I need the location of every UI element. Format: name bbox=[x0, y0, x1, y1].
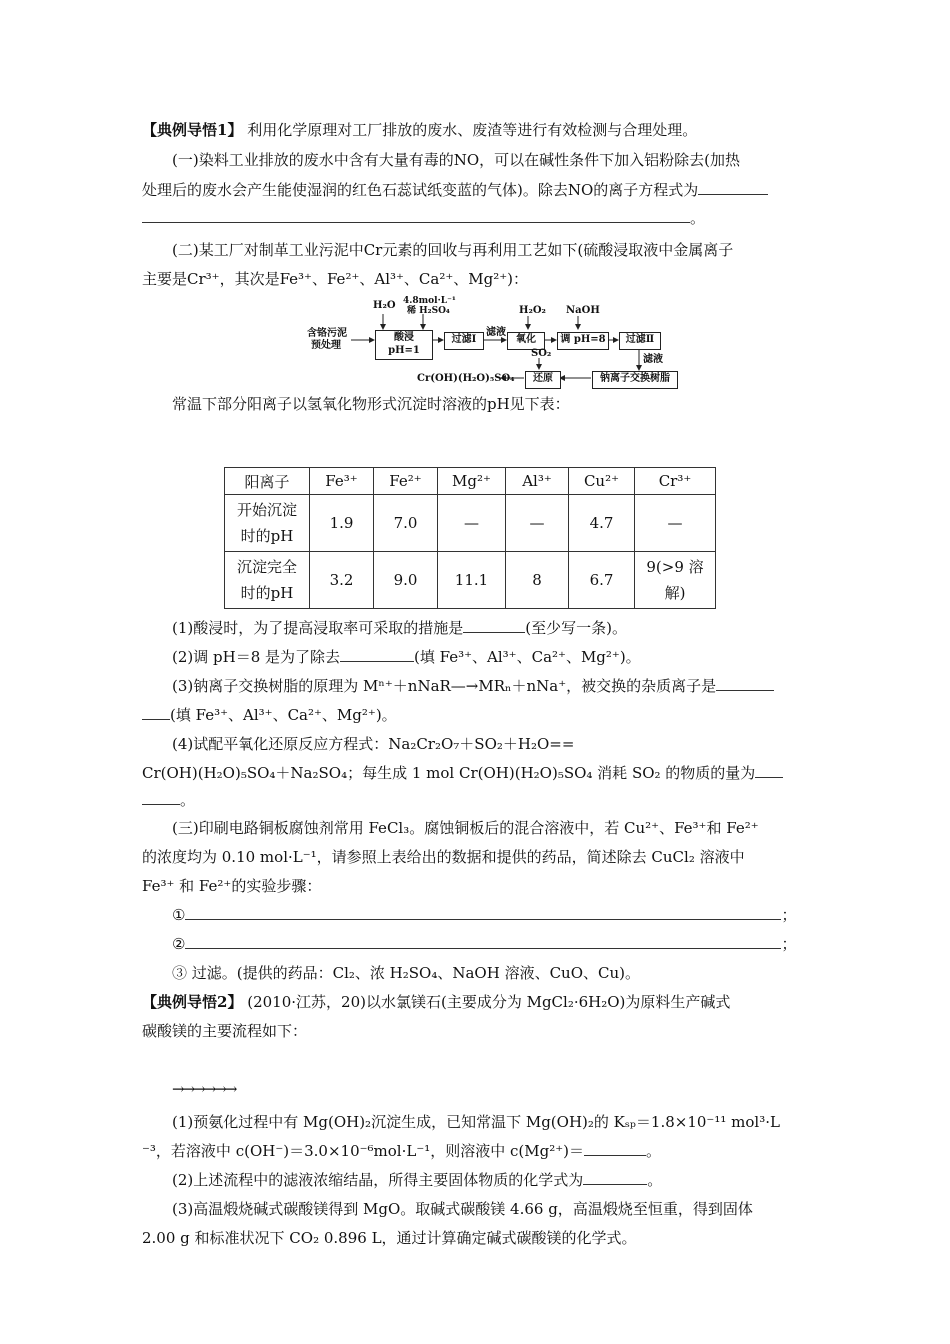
table-header-row bbox=[225, 468, 716, 495]
part2-line1: (二)某工厂对制革工业污泥中Cr元素的回收与再利用工艺如下(硫酸浸取液中金属离子 bbox=[172, 241, 734, 259]
question-text: ⁻³，若溶液中 c(OH⁻)＝3.0×10⁻⁶mol·L⁻¹，则溶液中 c(Mg²⁺)＝ bbox=[142, 1142, 585, 1160]
table-cell: — bbox=[506, 495, 569, 552]
step-2 bbox=[172, 934, 796, 954]
question-3 bbox=[172, 676, 774, 696]
step-marker: ① bbox=[172, 906, 186, 924]
table-row bbox=[225, 552, 716, 609]
table-cell: 7.0 bbox=[374, 495, 438, 552]
filtrate1-label: 滤液 bbox=[486, 327, 506, 338]
table-cell: 6.7 bbox=[569, 552, 635, 609]
table-cell bbox=[635, 552, 716, 609]
question-text: 。 bbox=[646, 1142, 662, 1160]
oxidize-box: 氧化 bbox=[507, 332, 545, 350]
flow-arrows-text: →→→→→→ bbox=[172, 1080, 236, 1098]
answer-blank[interactable] bbox=[185, 934, 781, 949]
ex2-question-1-cont bbox=[142, 1141, 661, 1161]
question-text: (3)钠离子交换树脂的原理为 Mⁿ⁺＋nNaR—→MRₙ＋nNa⁺，被交换的杂质离子是 bbox=[172, 677, 717, 695]
cell-line: 9(>9 溶 bbox=[646, 558, 704, 576]
answer-blank[interactable] bbox=[340, 647, 414, 662]
so2-label: SO₂ bbox=[531, 348, 552, 359]
answer-blank[interactable] bbox=[583, 1170, 647, 1185]
header-cell: 阳离子 bbox=[225, 468, 310, 495]
header-cell: Mg²⁺ bbox=[438, 468, 506, 495]
step-marker: ② bbox=[172, 935, 186, 953]
example1-title: 利用化学原理对工厂排放的废水、废渣等进行有效检测与合理处理。 bbox=[247, 121, 698, 139]
question-text: (填 Fe³⁺、Al³⁺、Ca²⁺、Mg²⁺)。 bbox=[414, 648, 641, 666]
question-4-cont bbox=[142, 763, 783, 783]
process-flow-diagram bbox=[305, 296, 685, 391]
example2-tag: 【典例导悟2】 bbox=[142, 993, 243, 1011]
product-label: Cr(OH)(H₂O)₅SO₄ bbox=[417, 373, 515, 384]
step-end: ； bbox=[781, 935, 797, 953]
acid-label-1: 4.8mol·L⁻¹ bbox=[403, 296, 456, 306]
table-cell: 3.2 bbox=[310, 552, 374, 609]
part1-line3 bbox=[142, 208, 705, 228]
table-cell: — bbox=[635, 495, 716, 552]
step-3: ③ 过滤。(提供的药品：Cl₂、浓 H₂SO₄、NaOH 溶液、CuO、Cu)。 bbox=[172, 964, 640, 982]
resin-box: 钠离子交换树脂 bbox=[592, 371, 678, 389]
table-cell: 1.9 bbox=[310, 495, 374, 552]
answer-blank[interactable] bbox=[142, 790, 180, 805]
answer-blank[interactable] bbox=[185, 905, 781, 920]
question-text: (2)上述流程中的滤液浓缩结晶，所得主要固体物质的化学式为 bbox=[172, 1171, 584, 1189]
header-cell: Fe²⁺ bbox=[374, 468, 438, 495]
question-text: (填 Fe³⁺、Al³⁺、Ca²⁺、Mg²⁺)。 bbox=[170, 706, 397, 724]
example2-line2: 碳酸镁的主要流程如下： bbox=[142, 1022, 308, 1040]
h2o2-label: H₂O₂ bbox=[519, 305, 546, 316]
h2o-label: H₂O bbox=[373, 300, 396, 311]
cell-line: 解) bbox=[664, 584, 686, 602]
leach-label-1: 酸浸 bbox=[394, 332, 414, 343]
example1-tag: 【典例导悟1】 bbox=[142, 121, 243, 139]
example2-text: (2010·江苏，20)以水氯镁石(主要成分为 MgCl₂·6H₂O)为原料生产碱式 bbox=[247, 993, 731, 1011]
answer-blank[interactable] bbox=[142, 705, 170, 720]
leach-label-2: pH=1 bbox=[388, 345, 420, 356]
ex2-question-3-cont: 2.00 g 和标准状况下 CO₂ 0.896 L，通过计算确定碱式碳酸镁的化学式。 bbox=[142, 1229, 637, 1247]
part1-line2 bbox=[142, 180, 768, 200]
answer-blank[interactable] bbox=[716, 676, 774, 691]
question-text: (至少写一条)。 bbox=[525, 619, 627, 637]
question-text: (1)酸浸时，为了提高浸取率可采取的措施是 bbox=[172, 619, 464, 637]
question-2 bbox=[172, 647, 641, 667]
question-text: Cr(OH)(H₂O)₅SO₄＋Na₂SO₄；每生成 1 mol Cr(OH)(H₂O)₅SO₄ 消耗 SO₂ 的物质的量为 bbox=[142, 764, 756, 782]
header-cell: Cu²⁺ bbox=[569, 468, 635, 495]
table-row bbox=[225, 495, 716, 552]
filter2-box: 过滤Ⅱ bbox=[619, 332, 661, 350]
naoh-label: NaOH bbox=[566, 305, 600, 316]
question-text: 。 bbox=[647, 1171, 663, 1189]
row-label bbox=[225, 495, 310, 552]
header-cell: Al³⁺ bbox=[506, 468, 569, 495]
row-label-line: 开始沉淀 bbox=[236, 501, 297, 519]
question-1 bbox=[172, 618, 627, 638]
answer-blank[interactable] bbox=[584, 1141, 646, 1156]
table-cell: 4.7 bbox=[569, 495, 635, 552]
table-cell: 8 bbox=[506, 552, 569, 609]
row-label-line: 时的pH bbox=[240, 527, 294, 545]
ex2-question-1: (1)预氨化过程中有 Mg(OH)₂沉淀生成，已知常温下 Mg(OH)₂的 Kₛₚ＝1.8×10⁻¹¹ mol³·L bbox=[172, 1113, 780, 1131]
answer-blank[interactable] bbox=[463, 618, 525, 633]
ex2-question-2 bbox=[172, 1170, 662, 1190]
part3-line1: (三)印刷电路铜板腐蚀剂常用 FeCl₃。腐蚀铜板后的混合溶液中，若 Cu²⁺、Fe³⁺和 Fe²⁺ bbox=[172, 819, 759, 837]
question-4-end bbox=[142, 790, 195, 810]
part2-line2: 主要是Cr³⁺，其次是Fe³⁺、Fe²⁺、Al³⁺、Ca²⁺、Mg²⁺)： bbox=[142, 270, 529, 288]
row-label bbox=[225, 552, 310, 609]
precipitation-ph-table bbox=[224, 467, 716, 609]
leach-box bbox=[375, 330, 433, 360]
step-1 bbox=[172, 905, 796, 925]
ex2-question-3: (3)高温煅烧碱式碳酸镁得到 MgO。取碱式碳酸镁 4.66 g，高温煅烧至恒重，得到固体 bbox=[172, 1200, 753, 1218]
filtrate2-label: 滤液 bbox=[643, 354, 663, 365]
example1-heading bbox=[142, 120, 697, 140]
example2-heading bbox=[142, 992, 730, 1012]
question-3-cont bbox=[142, 705, 397, 725]
row-label-line: 沉淀完全 bbox=[236, 558, 297, 576]
part1-end: 。 bbox=[690, 209, 706, 227]
table-cell: 9.0 bbox=[374, 552, 438, 609]
start-label-1: 含铬污泥 bbox=[307, 328, 347, 339]
table-cell: 11.1 bbox=[438, 552, 506, 609]
part3-line3: Fe³⁺ 和 Fe²⁺的实验步骤： bbox=[142, 877, 322, 895]
header-cell: Fe³⁺ bbox=[310, 468, 374, 495]
answer-blank[interactable] bbox=[755, 763, 783, 778]
adjust-ph-box: 调 pH=8 bbox=[557, 332, 609, 350]
row-label-line: 时的pH bbox=[240, 584, 294, 602]
answer-blank[interactable] bbox=[142, 208, 690, 223]
step-end: ； bbox=[781, 906, 797, 924]
start-label-2: 预处理 bbox=[311, 340, 341, 351]
header-cell: Cr³⁺ bbox=[635, 468, 716, 495]
part3-line2: 的浓度均为 0.10 mol·L⁻¹，请参照上表给出的数据和提供的药品，简述除去 CuCl₂ 溶液中 bbox=[142, 848, 745, 866]
reduce-box: 还原 bbox=[525, 371, 561, 389]
question-text: 。 bbox=[180, 791, 196, 809]
question-4: (4)试配平氧化还原反应方程式：Na₂Cr₂O₇＋SO₂＋H₂O== bbox=[172, 735, 575, 753]
table-cell: — bbox=[438, 495, 506, 552]
answer-blank[interactable] bbox=[698, 180, 768, 195]
filter1-box: 过滤Ⅰ bbox=[444, 332, 484, 350]
part1-line2-text: 处理后的废水会产生能使湿润的红色石蕊试纸变蓝的气体)。除去NO的离子方程式为 bbox=[142, 181, 699, 199]
acid-label-2: 稀 H₂SO₄ bbox=[407, 306, 450, 316]
table-intro: 常温下部分阳离子以氢氧化物形式沉淀时溶液的pH见下表： bbox=[172, 395, 570, 413]
question-text: (2)调 pH＝8 是为了除去 bbox=[172, 648, 341, 666]
part1-line1: (一)染料工业排放的废水中含有大量有毒的NO，可以在碱性条件下加入铝粉除去(加热 bbox=[172, 151, 740, 169]
